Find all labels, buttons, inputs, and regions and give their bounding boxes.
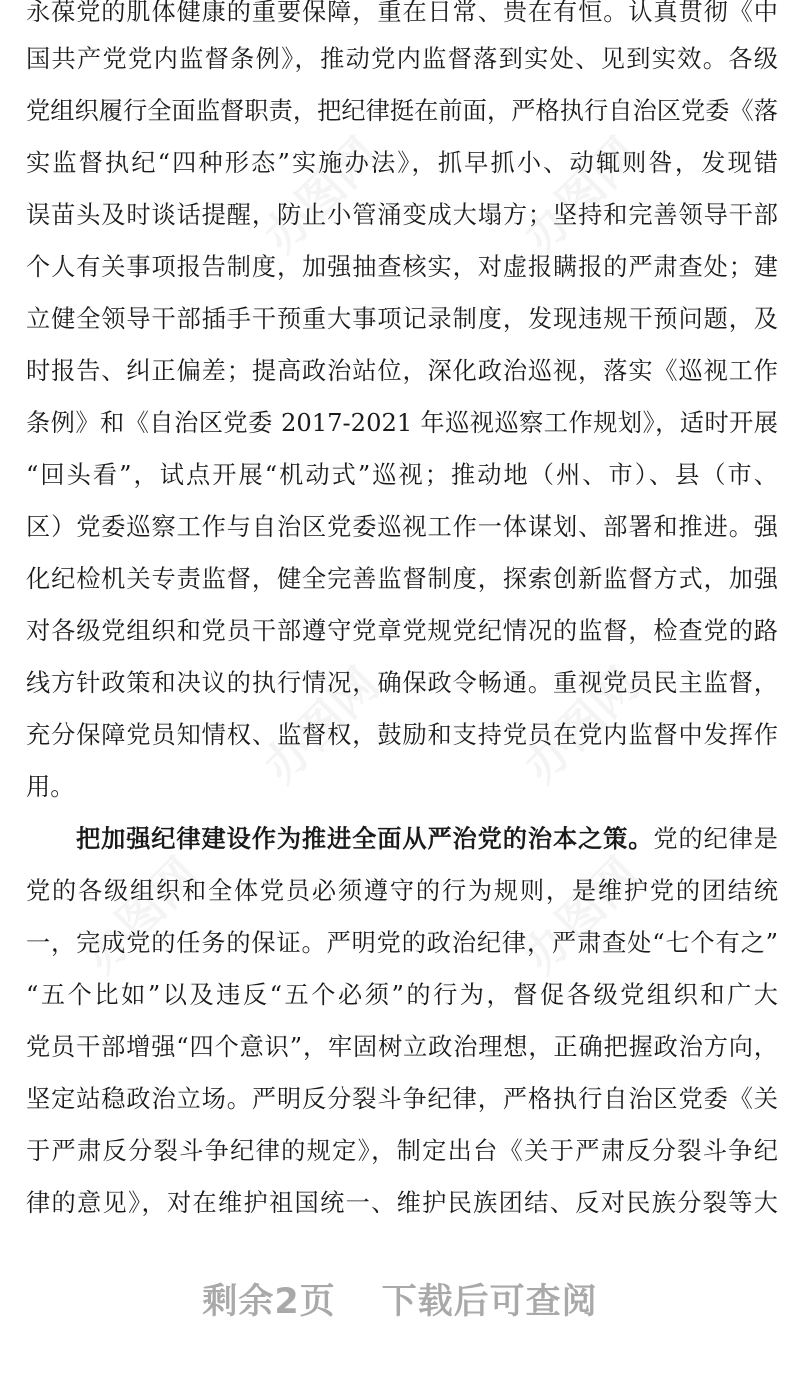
text-line: 一，完成党的任务的保证。严明党的政治纪律，严肃查处“七个有之” [26, 929, 778, 957]
paragraph-text: 党的纪律是 [653, 825, 778, 853]
text-line: 实监督执纪“四种形态”实施办法》，抓早抓小、动辄则咎，发现错 [26, 149, 778, 177]
text-line: 律的意见》，对在维护祖国统一、维护民族团结、反对民族分裂等大 [26, 1189, 778, 1217]
watermark: 办图网 [73, 847, 210, 984]
text-line: 党员干部增强“四个意识”，牢固树立政治理想，正确把握政治方向， [26, 1033, 778, 1061]
paragraph-first-line [76, 813, 778, 865]
download-hint-label: 下载后可查阅 [381, 1282, 598, 1322]
text-line: 国共产党党内监督条例》，推动党内监督落到实处、见到实效。各级 [26, 45, 778, 73]
text-line: 对各级党组织和党员干部遵守党章党规党纪情况的监督，检查党的路 [26, 617, 778, 645]
text-line: “回头看”，试点开展“机动式”巡视；推动地（州、市）、县（市、 [26, 461, 778, 489]
paragraph-lead-heading: 把加强纪律建设作为推进全面从严治党的治本之策。 [76, 824, 654, 853]
text-line: “五个比如”以及违反“五个必须”的行为，督促各级党组织和广大 [26, 981, 778, 1009]
watermark: 办图网 [513, 127, 650, 264]
text-line: 误苗头及时谈话提醒，防止小管涌变成大塌方；坚持和完善领导干部 [26, 201, 778, 229]
watermark: 办图网 [253, 127, 390, 264]
text-line: 用。 [26, 773, 75, 801]
text-line: 区）党委巡察工作与自治区党委巡视工作一体谋划、部署和推进。强 [26, 513, 778, 541]
text-line: 立健全领导干部插手干预重大事项记录制度，发现违规干预问题，及 [26, 305, 778, 333]
text-line: 时报告、纠正偏差；提高政治站位，深化政治巡视，落实《巡视工作 [26, 357, 778, 385]
text-line: 充分保障党员知情权、监督权，鼓励和支持党员在党内监督中发挥作 [26, 721, 778, 749]
text-line: 坚定站稳政治立场。严明反分裂斗争纪律，严格执行自治区党委《关 [26, 1085, 778, 1113]
watermark: 办图网 [253, 657, 390, 794]
text-line: 党的各级组织和全体党员必须遵守的行为规则，是维护党的团结统 [26, 877, 778, 905]
watermark: 办图网 [513, 847, 650, 984]
text-line: 党组织履行全面监督职责，把纪律挺在前面，严格执行自治区党委《落 [26, 97, 778, 125]
watermark: 办图网 [513, 657, 650, 794]
download-prompt-banner[interactable] [0, 1272, 800, 1332]
text-line: 个人有关事项报告制度，加强抽查核实，对虚报瞒报的严肃查处；建 [26, 253, 778, 281]
text-line: 线方针政策和决议的执行情况，确保政令畅通。重视党员民主监督， [26, 669, 778, 697]
text-line: 化纪检机关专责监督，健全完善监督制度，探索创新监督方式，加强 [26, 565, 778, 593]
text-line: 条例》和《自治区党委 2017-2021 年巡视巡察工作规划》，适时开展 [26, 409, 778, 437]
text-line: 永葆党的肌体健康的重要保障，重在日常、贵在有恒。认真贯彻《中 [26, 0, 778, 26]
text-line: 于严肃反分裂斗争纪律的规定》，制定出台《关于严肃反分裂斗争纪 [26, 1137, 778, 1165]
remaining-pages-label: 剩余2页 [202, 1282, 336, 1322]
